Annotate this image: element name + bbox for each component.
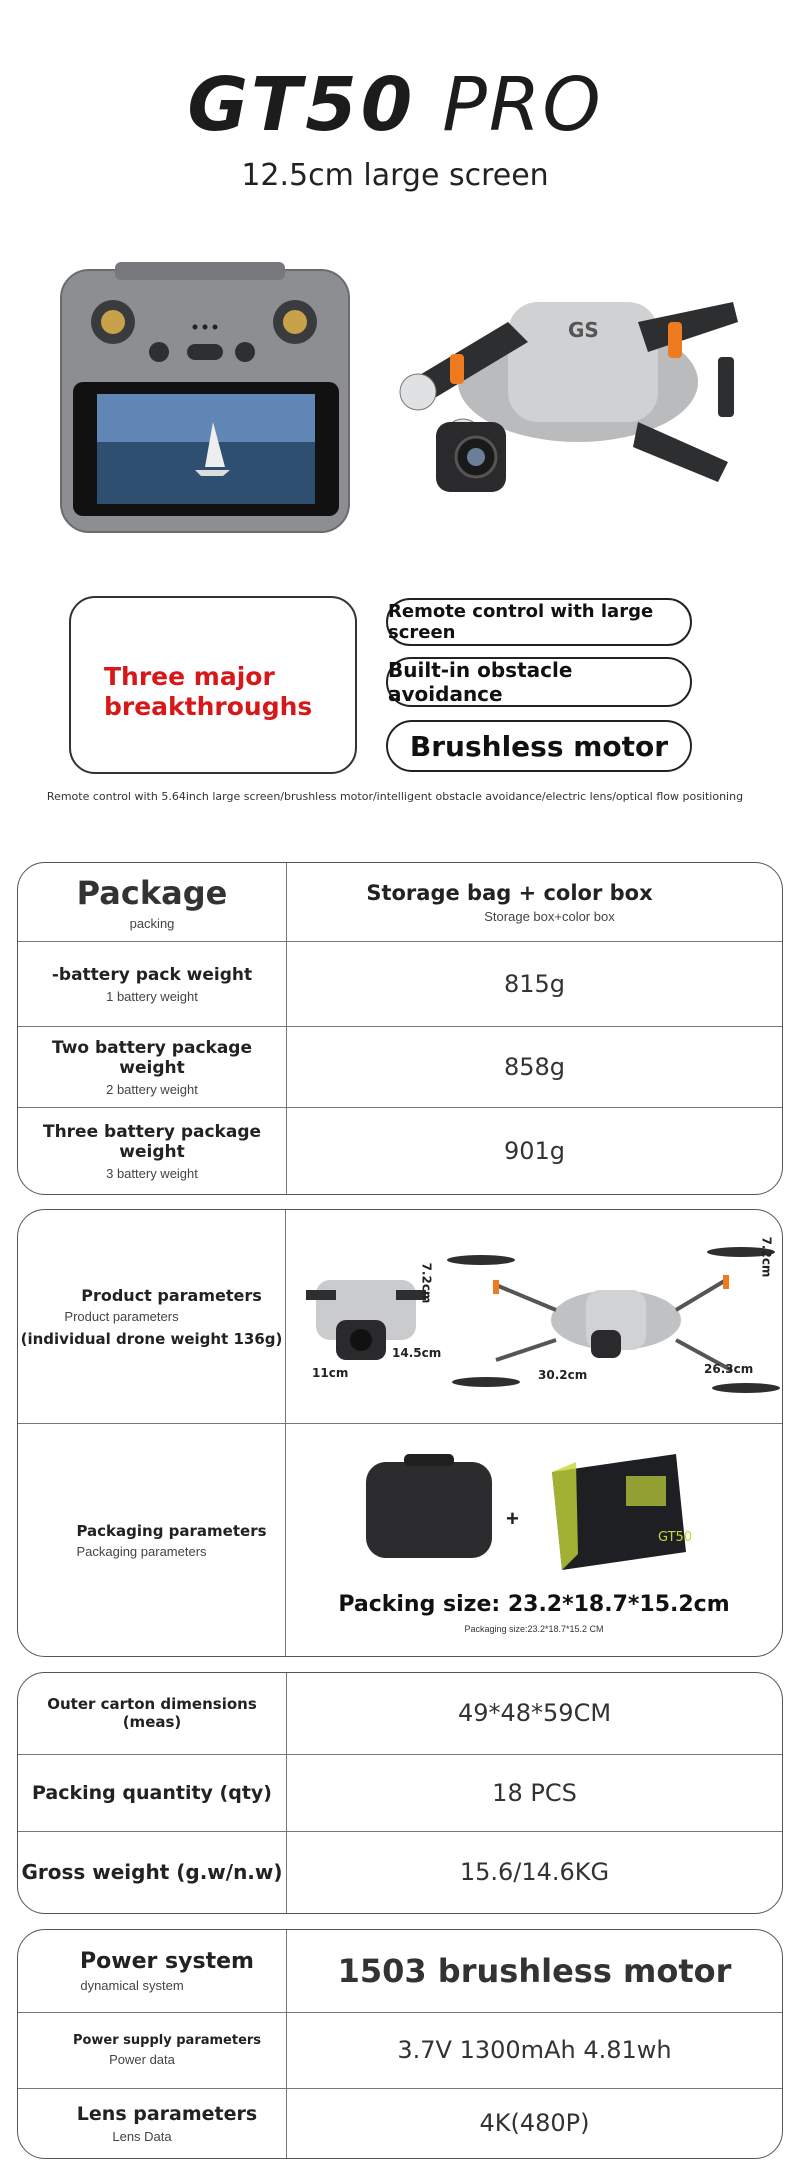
product-logo (0, 62, 790, 148)
drone-image (388, 262, 750, 542)
row-label: Two battery package weight (51, 1037, 253, 1078)
row-value: 3.7V 1300mAh 4.81wh (397, 2036, 672, 2064)
params-table (17, 1209, 783, 1657)
folded-width-label: 11cm (312, 1366, 349, 1380)
row-sub: 1 battery weight (106, 988, 198, 1004)
box-brand-label: GT50 (658, 1530, 693, 1545)
page-subtitle: 12.5cm large screen (241, 158, 549, 193)
table-row (18, 1673, 782, 1754)
row-label: Power supply parameters (72, 2033, 262, 2048)
table-row (18, 1210, 782, 1424)
product-params-sub: Product parameters (64, 1308, 179, 1324)
feature-pill-obstacle-avoidance: Built-in obstacle avoidance (386, 657, 692, 707)
plus-sign: + (506, 1506, 519, 1531)
row-sub: dynamical system (80, 1977, 184, 1993)
row-value: 15.6/14.6KG (459, 1858, 610, 1887)
table-row (18, 1831, 782, 1913)
drone-dimensions-illustration (286, 1210, 782, 1423)
row-value: 4K(480P) (479, 2109, 590, 2138)
drone-weight-note: (individual drone weight 136g) (20, 1329, 283, 1348)
table-row (18, 1754, 782, 1831)
folded-length-label: 14.5cm (392, 1346, 442, 1360)
row-label: Gross weight (g.w/n.w) (21, 1860, 283, 1885)
open-length-label: 26.3cm (704, 1362, 754, 1376)
remote-controller-image (55, 262, 355, 534)
package-value: Storage bag + color box (366, 880, 653, 905)
packaging-illustration (286, 1424, 782, 1657)
row-value: 858g (503, 1053, 566, 1082)
row-value: 1503 brushless motor (337, 1951, 732, 1990)
feature-pill-brushless-motor: Brushless motor (386, 720, 692, 772)
package-table (17, 862, 783, 1195)
table-row (18, 1027, 782, 1108)
table-row (18, 1930, 782, 2012)
package-value-sub: Storage box+color box (484, 908, 615, 924)
row-value: 815g (503, 970, 566, 999)
packaging-params-sub: Packaging parameters (76, 1544, 207, 1559)
table-row (18, 942, 782, 1027)
row-label: Three battery package weight (42, 1121, 262, 1162)
row-sub: 3 battery weight (106, 1165, 198, 1181)
package-sub: packing (129, 915, 175, 931)
power-table (17, 1929, 783, 2159)
feature-pill-large-screen: Remote control with large screen (386, 598, 692, 646)
open-width-label: 30.2cm (538, 1368, 588, 1382)
feature-caption: Remote control with 5.64inch large screen/brushless motor/intelligent obstacle avoidance/electric lens/optical flow positioning (46, 790, 744, 803)
packing-size-sub: Packaging size:23.2*18.7*15.2 CM (464, 1624, 604, 1634)
folded-height-label: 7.2cm (419, 1262, 434, 1304)
table-row (18, 1108, 782, 1194)
breakthroughs-panel (69, 596, 357, 774)
logo-main: GT50 (187, 62, 417, 148)
carton-table (17, 1672, 783, 1914)
row-value: 901g (503, 1137, 566, 1166)
table-row (18, 2088, 782, 2158)
row-sub: Power data (109, 2052, 175, 2067)
row-value: 18 PCS (492, 1778, 577, 1807)
svg-text:GS: GS (568, 318, 599, 342)
row-label: Power system (80, 1948, 254, 1974)
package-label: Package (76, 873, 228, 912)
table-row (18, 2012, 782, 2088)
logo-suffix: PRO (442, 62, 603, 148)
row-label: Packing quantity (qty) (32, 1781, 272, 1804)
row-value: 49*48*59CM (457, 1699, 612, 1728)
open-height-label: 7.2cm (759, 1236, 774, 1278)
packing-size: Packing size: 23.2*18.7*15.2cm (338, 1592, 730, 1617)
row-label: Outer carton dimensions (meas) (47, 1695, 257, 1732)
product-params-label: Product parameters (81, 1285, 262, 1305)
packaging-params-label: Packaging parameters (76, 1522, 267, 1540)
row-label: Lens parameters (76, 2102, 258, 2125)
row-sub: Lens Data (112, 2128, 172, 2144)
row-label: -battery pack weight (51, 964, 253, 985)
row-sub: 2 battery weight (106, 1081, 198, 1097)
table-row (18, 1424, 782, 1658)
breakthroughs-headline: Three major breakthroughs (104, 662, 313, 721)
table-row (18, 863, 782, 942)
